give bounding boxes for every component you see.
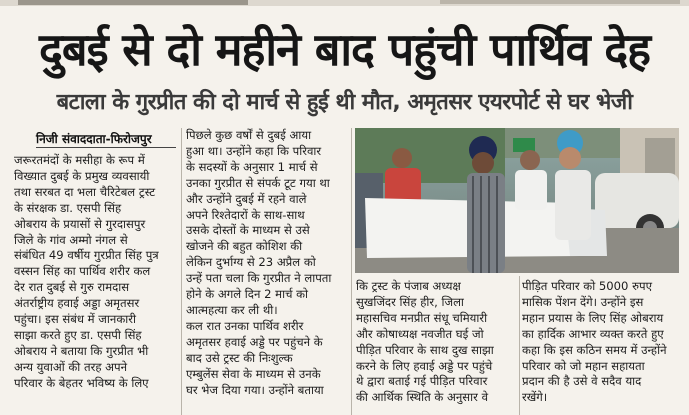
article-line: अन्य युवाओं की तरह अपने bbox=[14, 359, 128, 374]
article-line: पिछले कुछ वर्षों से दुबई आया bbox=[186, 128, 312, 142]
article-line: के सदस्यों के अनुसार 1 मार्च से bbox=[186, 159, 318, 174]
article-line: देर रात दुबई से गुरु रामदास bbox=[14, 280, 130, 295]
article-line: होने के अगले दिन 2 मार्च को bbox=[186, 287, 309, 302]
article-line: उसके दोस्तों के माध्यम से उसे bbox=[186, 223, 310, 238]
article-line: पहुंचा। इस संबंध में जानकारी bbox=[14, 312, 136, 327]
column-divider bbox=[519, 276, 520, 415]
article-line: का हार्दिक आभार व्यक्त करते हुए bbox=[522, 326, 664, 341]
article-line: करने के लिए हवाई अड्डे पर पहुंचे bbox=[356, 358, 493, 373]
article-line: और कोषाध्यक्ष नवजीत घई जो bbox=[356, 326, 484, 341]
article-line: कहा कि इस कठिन समय में उन्होंने bbox=[522, 342, 667, 357]
article-line: वस्सन सिंह का पार्थिव शरीर कल bbox=[14, 264, 151, 279]
article-line: संबंधित 49 वर्षीय गुरप्रीत सिंह पुत्र bbox=[14, 248, 159, 263]
article-line: महासचिव मनप्रीत संधू चमियारी bbox=[356, 310, 488, 325]
article-line: प्रदान की है उसे वे सदैव याद bbox=[522, 374, 642, 389]
article-column-1 bbox=[14, 153, 176, 415]
article-line: ओबराय के प्रयासों से गुरदासपुर bbox=[14, 216, 146, 231]
article-line: परिवार को जो महान सहायता bbox=[522, 358, 645, 373]
column-divider bbox=[351, 128, 352, 415]
article-line: तथा सरबत दा भला चैरिटेबल ट्रस्ट bbox=[14, 184, 156, 199]
article-line: साझा करते हुए डा. एसपी सिंह bbox=[14, 327, 142, 342]
article-column-4 bbox=[522, 279, 682, 415]
article-line: अपने रिश्तेदारों के साथ-साथ bbox=[186, 207, 305, 222]
article-column-3 bbox=[356, 279, 516, 415]
article-line: और उन्होंने दुबई में रहने वाले bbox=[186, 191, 307, 206]
article-line: उनका गुरप्रीत से संपर्क टूट गया था bbox=[186, 175, 330, 190]
article-line: रखेंगे। bbox=[522, 390, 548, 405]
article-line: बाद उसे ट्रस्ट की निःशुल्क bbox=[186, 350, 293, 365]
byline: निजी संवाददाता-फिरोजपुर bbox=[36, 130, 176, 148]
article-line: परिवार के बेहतर भविष्य के लिए bbox=[14, 375, 149, 390]
article-line: की आर्थिक स्थिति के अनुसार वे bbox=[356, 390, 489, 405]
article-line: जरूरतमंदों के मसीहा के रूप में bbox=[14, 153, 145, 167]
article-line: सुखजिंदर सिंह हीर, जिला bbox=[356, 294, 464, 309]
article-line: लेकिन दुर्भाग्य से 23 अप्रैल को bbox=[186, 255, 316, 270]
news-photo bbox=[355, 128, 679, 273]
article-line: हुआ था। उन्होंने कहा कि परिवार bbox=[186, 143, 322, 158]
article-line: कल रात उनका पार्थिव शरीर bbox=[186, 318, 304, 333]
column-divider bbox=[181, 128, 182, 415]
article-line: उन्हें पता चला कि गुरप्रीत ने लापता bbox=[186, 271, 332, 286]
headline: दुबई से दो महीने बाद पहुंची पार्थिव देह bbox=[38, 23, 651, 76]
article-line: मासिक पेंशन देंगे। उन्होंने इस bbox=[522, 294, 644, 309]
article-line: जिले के गांव अम्मो नंगल से bbox=[14, 232, 128, 247]
article-line: के संरक्षक डा. एसपी सिंह bbox=[14, 200, 122, 215]
article-line: पीड़ित परिवार के साथ दुख साझा bbox=[356, 342, 494, 357]
article-line: थे द्वारा बताई गई पीड़ित परिवार bbox=[356, 374, 488, 389]
article-line: अंतर्राष्ट्रीय हवाई अड्डा अमृतसर bbox=[14, 296, 140, 311]
previous-article-strip bbox=[0, 0, 689, 6]
article-line: पीड़ित परिवार को 5000 रुपए bbox=[522, 279, 653, 293]
article-line: घर भेज दिया गया। उन्होंने बताया bbox=[186, 382, 324, 397]
article-line: विख्यात दुबई के प्रमुख व्यवसायी bbox=[14, 168, 150, 183]
article-line: आत्महत्या कर ली थी। bbox=[186, 302, 278, 317]
article-line: ओबराय ने बताया कि गुरप्रीत भी bbox=[14, 343, 149, 358]
article-column-2 bbox=[186, 128, 348, 415]
article-line: एम्बुलेंस सेवा के माध्यम से उनके bbox=[186, 366, 321, 381]
article-line: कि ट्रस्ट के पंजाब अध्यक्ष bbox=[356, 279, 461, 293]
subheadline: बटाला के गुरप्रीत की दो मार्च से हुई थी मौत, अमृतसर एयरपोर्ट से घर भेजी bbox=[56, 90, 633, 115]
photo-illustration bbox=[355, 128, 679, 273]
article-line: अमृतसर हवाई अड्डे पर पहुंचने के bbox=[186, 334, 323, 349]
article-line: खोजने की बहुत कोशिश की bbox=[186, 239, 303, 254]
article-line: महान प्रयास के लिए सिंह ओबराय bbox=[522, 310, 664, 325]
